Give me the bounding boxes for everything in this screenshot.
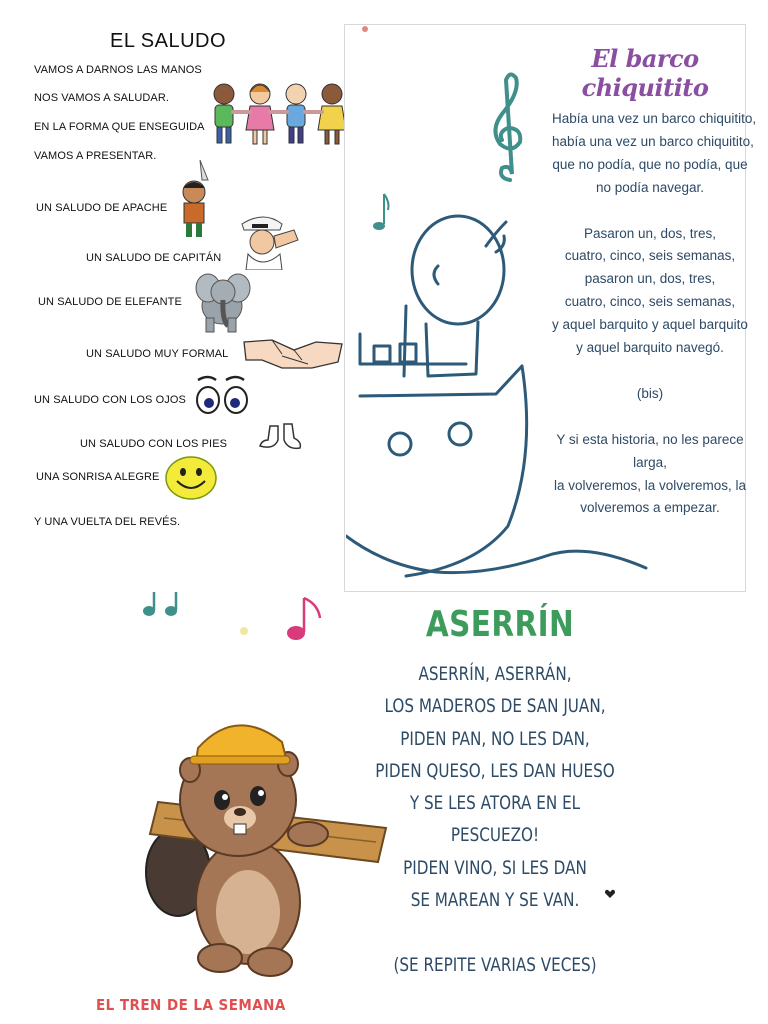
lyric-spacer [552, 200, 748, 223]
lyric-line: (bis) [636, 385, 664, 401]
saludo-line: UN SALUDO DE CAPITÁN [86, 252, 222, 264]
saludo-line: VAMOS A DARNOS LAS MANOS [34, 64, 202, 76]
lyric-line: PIDEN QUESO, LES DAN HUESO [375, 759, 615, 782]
music-note-icon [284, 594, 326, 644]
lyric-line: Pasaron un, dos, tres, [583, 225, 717, 241]
lyric-line: había una vez un barco chiquitito, [552, 133, 754, 149]
lyric-spacer [552, 406, 748, 429]
lyric-line: no podía navegar. [595, 179, 705, 195]
smiley-face-icon [164, 455, 218, 501]
children-holding-hands-illustration [206, 78, 356, 150]
lyric-line: SE MAREAN Y SE VAN. [410, 889, 580, 912]
decorative-dot [360, 24, 370, 34]
lyric-line: cuatro, cinco, seis semanas, [564, 248, 736, 264]
lyric-line: (SE REPITE VARIAS VECES) [393, 953, 597, 976]
saludo-line: NOS VAMOS A SALUDAR. [34, 92, 170, 104]
lyric-line: larga, [633, 454, 667, 470]
lyric-line: volveremos a empezar. [580, 500, 720, 516]
feet-icon [256, 420, 304, 454]
saludo-line: EN LA FORMA QUE ENSEGUIDA [34, 121, 205, 133]
footer-label: EL TREN DE LA SEMANA [96, 996, 286, 1014]
decorative-heart [238, 625, 250, 637]
lyric-spacer [371, 916, 619, 948]
saludo-line: UN SALUDO CON LOS OJOS [34, 394, 186, 406]
lyric-line: PIDEN VINO, SI LES DAN [403, 856, 587, 879]
lyric-line: LOS MADEROS DE SAN JUAN, [384, 695, 606, 718]
lyric-line: que no podía, que no podía, que [552, 156, 748, 172]
lyric-line: la volveremos, la volveremos, la [553, 477, 747, 493]
lyric-line: Y si esta historia, no les parece [556, 431, 744, 447]
music-note-icon [140, 590, 184, 618]
saludo-line: UN SALUDO MUY FORMAL [86, 348, 229, 360]
saludo-line: UN SALUDO DE APACHE [36, 202, 168, 214]
cartoon-eyes-icon [194, 374, 250, 416]
barco-title: El barco chiquitito [581, 44, 709, 102]
lyric-line: y aquel barquito navegó. [576, 340, 724, 356]
lyric-line: ASERRÍN, ASERRÁN, [418, 663, 572, 685]
lyric-spacer [552, 360, 748, 383]
aserrin-lyrics [340, 658, 650, 981]
aserrin-title: ASERRÍN [425, 604, 575, 645]
saludo-title: EL SALUDO [109, 30, 227, 52]
saludo-line: Y UNA VUELTA DEL REVÉS. [34, 516, 181, 528]
captain-saluting-icon [236, 210, 302, 270]
saludo-line: UN SALUDO DE ELEFANTE [38, 296, 182, 308]
saludo-line: UNA SONRISA ALEGRE [36, 471, 160, 483]
saludo-line: UN SALUDO CON LOS PIES [80, 438, 228, 450]
barco-lyrics [552, 108, 757, 520]
lyric-line: Había una vez un barco chiquitito, [552, 111, 757, 126]
handshake-icon [242, 334, 344, 372]
apache-child-icon [178, 158, 214, 242]
saludo-line: VAMOS A PRESENTAR. [34, 150, 157, 162]
lyric-line: PESCUEZO! [450, 824, 540, 847]
lyric-line: pasaron un, dos, tres, [584, 271, 716, 287]
elephant-icon [192, 270, 258, 334]
lyric-line: y aquel barquito y aquel barquito [552, 317, 748, 333]
lyric-line: Y SE LES ATORA EN EL [409, 792, 581, 815]
lyric-line: cuatro, cinco, seis semanas, [564, 294, 736, 310]
lyric-line: PIDEN PAN, NO LES DAN, [400, 727, 590, 750]
treble-clef-icon [488, 70, 528, 186]
